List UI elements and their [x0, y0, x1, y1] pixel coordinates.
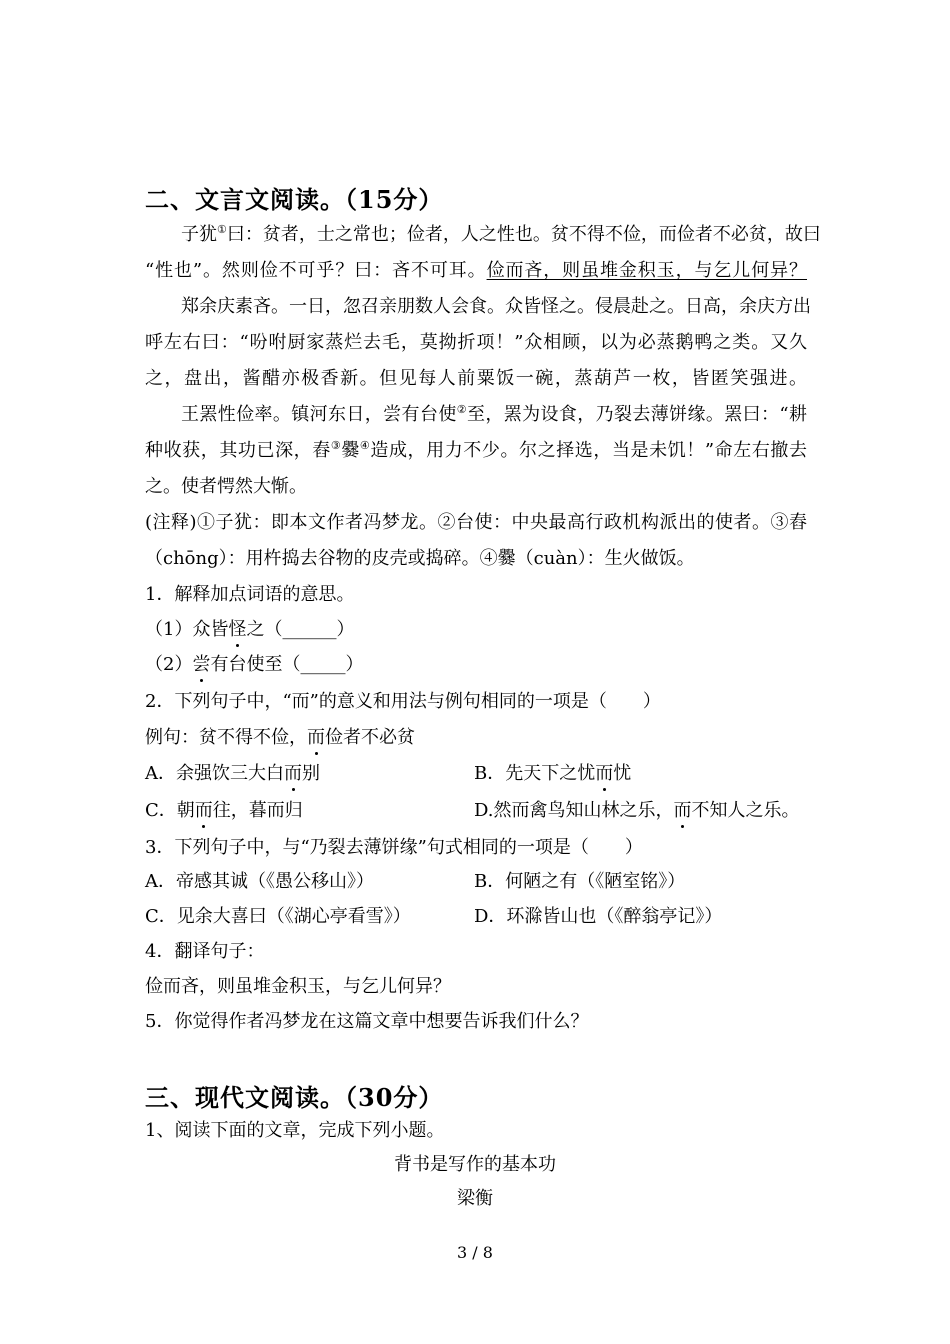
para3-line3: 之。使者愕然大惭。	[145, 476, 307, 497]
question-5: 5．你觉得作者冯梦龙在这篇文章中想要告诉我们什么？	[145, 1011, 589, 1032]
question-2-option-d: D.然而禽鸟知山林之乐，而不知人之乐。	[474, 800, 800, 821]
question-1-item2: （2）尝有台使至（_____）	[145, 654, 364, 675]
question-2-option-a: A．余强饮三大白而别	[145, 763, 320, 784]
para3-line2: 种收获，其功已深，舂③爨④造成，用力不少。尔之择选，当是未饥！”命左右撤去	[145, 439, 808, 461]
question-3-option-a: A．帝感其诚（《愚公移山》）	[145, 871, 374, 892]
section3-intro: 1、阅读下面的文章，完成下列小题。	[145, 1120, 445, 1141]
notes-line2: （chōng）：用杵捣去谷物的皮壳或捣碎。④爨（cuàn）：生火做饭。	[145, 548, 695, 569]
question-2-example: 例句：贫不得不俭，而俭者不必贫	[145, 727, 415, 748]
para1-line2: “性也”。然则俭不可乎？曰：吝不可耳。俭而吝，则虽堆金积玉，与乞儿何异？	[145, 260, 808, 281]
para2-line2: 呼左右曰：“吩咐厨家蒸烂去毛，莫拗折项！”众相顾，以为必蒸鹅鸭之类。又久	[145, 332, 807, 353]
question-1-item1: （1）众皆怪之（______）	[145, 619, 355, 640]
question-1: 1．解释加点词语的意思。	[145, 584, 355, 605]
article-author: 梁衡	[457, 1188, 493, 1209]
question-2-option-b: B．先天下之忧而忧	[474, 763, 632, 784]
question-3-option-b: B．何陋之有（《陋室铭》）	[474, 871, 686, 892]
para3-line1: 王罴性俭率。镇河东日，尝有台使②至，罴为设食，乃裂去薄饼缘。罴曰：“耕	[181, 403, 807, 425]
question-3: 3．下列句子中，与“乃裂去薄饼缘”句式相同的一项是（ ）	[145, 837, 643, 858]
para2-line3: 之，盘出，酱醋亦极香新。但见每人前粟饭一碗，蒸葫芦一枚，皆匿笑强进。	[145, 368, 807, 389]
para2-line1: 郑余庆素吝。一日，忽召亲朋数人会食。众皆怪之。侵晨赴之。日高，余庆方出	[181, 296, 811, 317]
question-4-sentence: 俭而吝，则虽堆金积玉，与乞儿何异？	[145, 976, 451, 997]
question-4: 4．翻译句子：	[145, 941, 265, 962]
question-3-option-d: D．环滁皆山也（《醉翁亭记》）	[474, 906, 723, 927]
section2-heading: 二、文言文阅读。（15分）	[145, 185, 444, 214]
section3-heading: 三、现代文阅读。（30分）	[145, 1083, 444, 1112]
page-number: 3 / 8	[457, 1243, 493, 1262]
question-2: 2．下列句子中，“而”的意义和用法与例句相同的一项是（ ）	[145, 691, 661, 712]
question-3-option-c: C．见余大喜曰（《湖心亭看雪》）	[145, 906, 411, 927]
question-2-option-c: C．朝而往，暮而归	[145, 800, 303, 821]
underlined-sentence: 俭而吝，则虽堆金积玉，与乞儿何异？	[486, 260, 808, 281]
para1-line1: 子犹①曰：贫者，士之常也；俭者，人之性也。贫不得不俭，而俭者不必贫，故曰	[181, 223, 821, 245]
article-title: 背书是写作的基本功	[394, 1154, 556, 1175]
notes-line1: (注释)①子犹：即本文作者冯梦龙。②台使：中央最高行政机构派出的使者。③舂	[145, 512, 807, 533]
